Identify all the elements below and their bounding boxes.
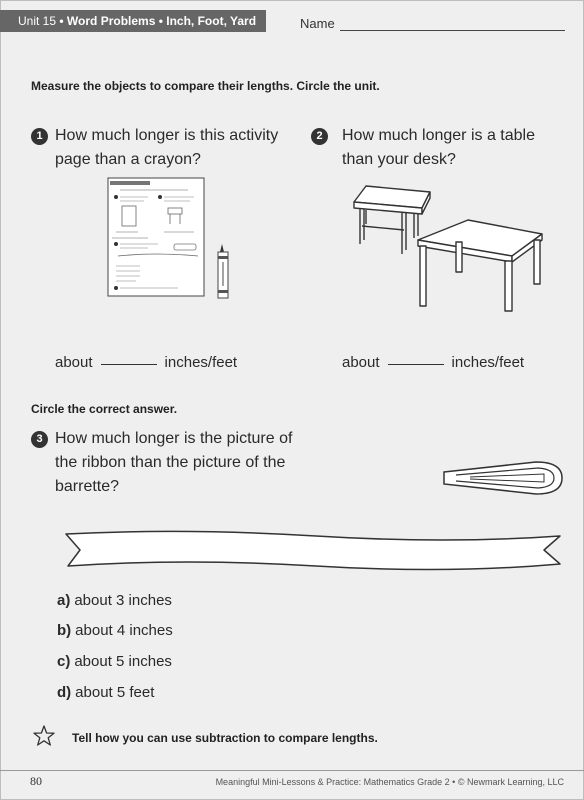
star-icon bbox=[33, 725, 55, 747]
choice-a-text: about 3 inches bbox=[74, 592, 172, 609]
question-2-text: How much longer is a table than your desk? bbox=[342, 127, 535, 168]
choice-b[interactable] bbox=[57, 622, 173, 639]
choice-c-text: about 5 inches bbox=[74, 653, 172, 670]
unit-label: Unit 15 bbox=[18, 14, 57, 28]
question-3-number: 3 bbox=[31, 431, 48, 448]
question-2-about: about bbox=[342, 354, 380, 371]
choice-d-text: about 5 feet bbox=[75, 684, 155, 701]
tell-prompt: Tell how you can use subtraction to compare lengths. bbox=[72, 731, 378, 745]
choice-b-letter: b) bbox=[57, 622, 72, 639]
choice-c[interactable] bbox=[57, 653, 172, 670]
question-2-blank[interactable] bbox=[388, 364, 444, 365]
choice-d-letter: d) bbox=[57, 684, 72, 701]
question-1-about: about bbox=[55, 354, 93, 371]
page-number: 80 bbox=[30, 774, 42, 788]
name-line[interactable] bbox=[340, 30, 565, 31]
question-1-blank[interactable] bbox=[101, 364, 157, 365]
unit-title: Word Problems • Inch, Foot, Yard bbox=[66, 14, 257, 28]
unit-header-bar: Unit 15 • Word Problems • Inch, Foot, Yard bbox=[0, 10, 266, 32]
question-2-number: 2 bbox=[311, 128, 328, 145]
activity-page-illustration bbox=[108, 178, 238, 300]
question-2-units[interactable]: inches/feet bbox=[451, 354, 525, 371]
choice-c-letter: c) bbox=[57, 653, 71, 670]
desk-and-table-illustration bbox=[352, 184, 552, 314]
directions: Measure the objects to compare their lengths. Circle the unit. bbox=[31, 79, 380, 93]
barrette-illustration bbox=[440, 460, 564, 496]
question-1-answer bbox=[55, 354, 237, 371]
choice-a[interactable] bbox=[57, 592, 172, 609]
ribbon-illustration bbox=[66, 530, 562, 570]
question-1-number: 1 bbox=[31, 128, 48, 145]
choice-d[interactable] bbox=[57, 684, 154, 701]
question-2-answer bbox=[342, 354, 524, 371]
footer-credit: Meaningful Mini-Lessons & Practice: Mathematics Grade 2 • © Newmark Learning, LLC bbox=[215, 777, 564, 787]
name-label: Name bbox=[300, 16, 335, 31]
choice-b-text: about 4 inches bbox=[75, 622, 173, 639]
crayon-illustration bbox=[218, 244, 228, 298]
question-1-text: How much longer is this activity page than a crayon? bbox=[55, 127, 279, 168]
choice-a-letter: a) bbox=[57, 592, 71, 609]
question-1-units[interactable]: inches/feet bbox=[164, 354, 238, 371]
circle-directions: Circle the correct answer. bbox=[31, 402, 178, 416]
question-3-text: How much longer is the picture of the ribbon than the picture of the barrette? bbox=[55, 430, 293, 495]
table-illustration bbox=[418, 220, 542, 311]
footer-divider bbox=[0, 770, 584, 771]
